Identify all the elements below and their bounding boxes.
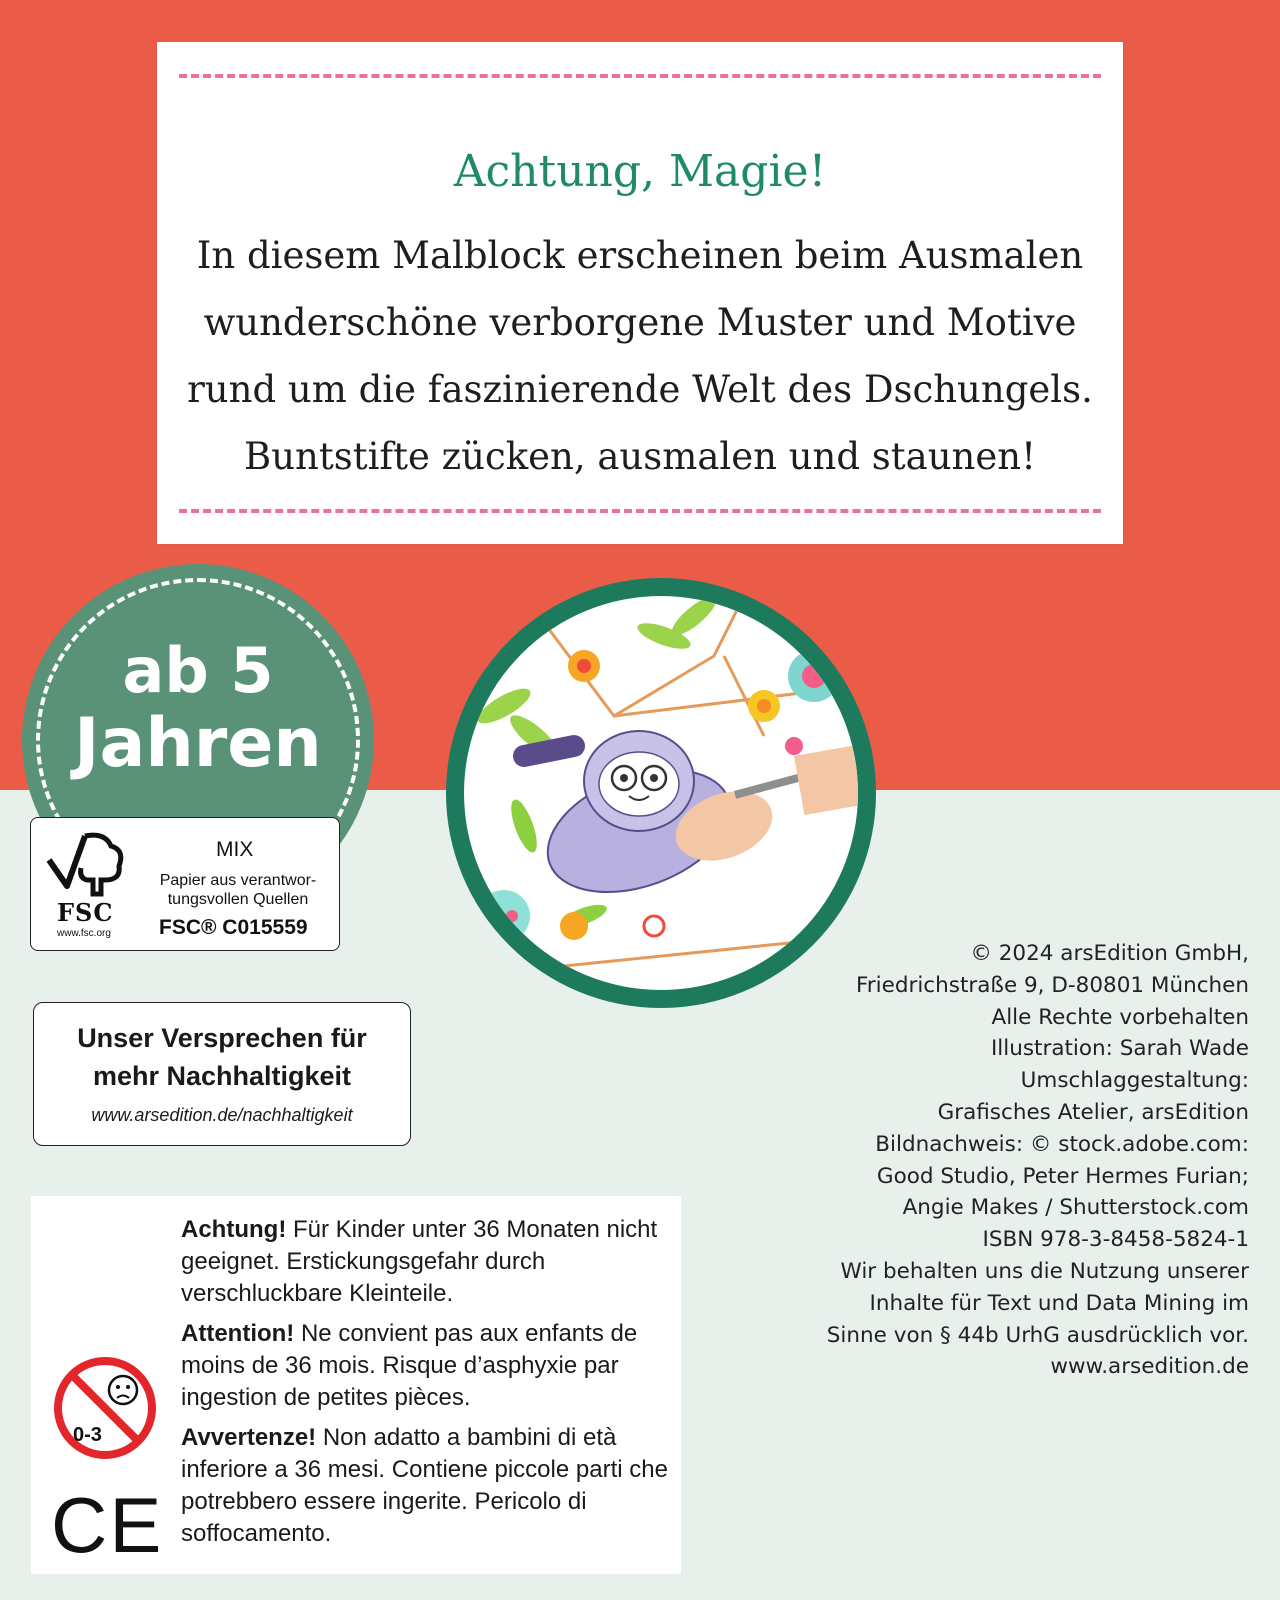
note-line: wunderschöne verborgene Muster und Motive (203, 301, 1077, 344)
imprint-line: Angie Makes / Shutterstock.com (902, 1195, 1249, 1221)
imprint-line: Bildnachweis: © stock.adobe.com: (875, 1131, 1249, 1157)
fsc-description-line: tungsvollen Quellen (167, 891, 309, 908)
fsc-description-line: Papier aus verantwor- (159, 872, 317, 889)
sloth-illustration-icon (464, 596, 858, 990)
fsc-mix: MIX (216, 838, 254, 861)
note-line: In diesem Malblock erscheinen beim Ausmalen (196, 234, 1084, 277)
imprint-block (729, 938, 1249, 1383)
age-badge-line2: Jahren (74, 704, 322, 783)
note-line: Buntstifte zücken, ausmalen und staunen! (244, 435, 1036, 478)
age-badge-line1: ab 5 (122, 634, 274, 707)
top-dashed-line (179, 74, 1101, 78)
fsc-tree-checkmark-icon (45, 830, 125, 898)
not-for-under-3-icon (51, 1354, 159, 1462)
warning-de (181, 1214, 671, 1310)
bottom-dashed-line (179, 509, 1101, 513)
imprint-website-link[interactable]: www.arsedition.de (1050, 1354, 1249, 1380)
imprint-line: Good Studio, Peter Hermes Furian; (876, 1163, 1249, 1189)
sustainability-promise-box (33, 1002, 411, 1146)
note-title: Achtung, Magie! (453, 146, 827, 197)
fsc-code: FSC® C015559 (159, 916, 308, 939)
warning-fr-head: Attention! (181, 1320, 295, 1347)
fsc-url: www.fsc.org (57, 928, 111, 939)
note-body (157, 222, 1123, 490)
fsc-description (143, 871, 333, 909)
coloring-sloth-photo (464, 596, 858, 990)
intro-note-card (157, 42, 1123, 544)
promise-title-line: mehr Nachhaltigkeit (92, 1061, 352, 1091)
warning-it-head: Avvertenze! (181, 1424, 317, 1451)
imprint-line: Friedrichstraße 9, D-80801 München (856, 972, 1249, 998)
imprint-line: Sinne von § 44b UrhG ausdrücklich vor. (826, 1322, 1249, 1348)
warning-text (181, 1214, 671, 1558)
warning-fr (181, 1318, 671, 1414)
imprint-line: Umschlaggestaltung: (1020, 1068, 1249, 1094)
warning-de-head: Achtung! (181, 1216, 287, 1243)
imprint-line: Grafisches Atelier, arsEdition (937, 1099, 1249, 1125)
imprint-line: Alle Rechte vorbehalten (991, 1004, 1249, 1030)
warning-de-text: Für Kinder unter 36 Monaten nicht geeignet. Erstickungsgefahr durch verschluckbare Kleinteile. (181, 1216, 658, 1307)
warning-it (181, 1422, 671, 1550)
note-line: rund um die faszinierende Welt des Dschungels. (187, 368, 1093, 411)
imprint-line: Wir behalten uns die Nutzung unserer (840, 1258, 1249, 1284)
age-sign-label: 0-3 (73, 1424, 102, 1446)
imprint-line: Illustration: Sarah Wade (990, 1036, 1249, 1062)
promise-title (34, 1019, 410, 1095)
safety-warning-box (31, 1196, 681, 1574)
imprint-line: ISBN 978-3-8458-5824-1 (982, 1227, 1249, 1253)
fsc-certification-box (30, 817, 340, 951)
ce-mark: CE (51, 1481, 164, 1569)
imprint-line: © 2024 arsEdition GmbH, (970, 941, 1249, 966)
warning-it-text: Non adatto a bambini di età inferiore a 36 mesi. Contiene piccole parti che potrebbero essere ingerite. Pericolo di soffocamento. (181, 1424, 668, 1547)
promise-title-line: Unser Versprechen für (77, 1023, 367, 1053)
imprint-line: Inhalte für Text und Data Mining im (869, 1290, 1249, 1316)
promise-url: www.arsedition.de/nachhaltigkeit (91, 1105, 353, 1125)
fsc-label: FSC (57, 898, 114, 927)
warning-fr-text: Ne convient pas aux enfants de moins de 36 mois. Risque d’asphyxie par ingestion de petites pièces. (181, 1320, 638, 1411)
